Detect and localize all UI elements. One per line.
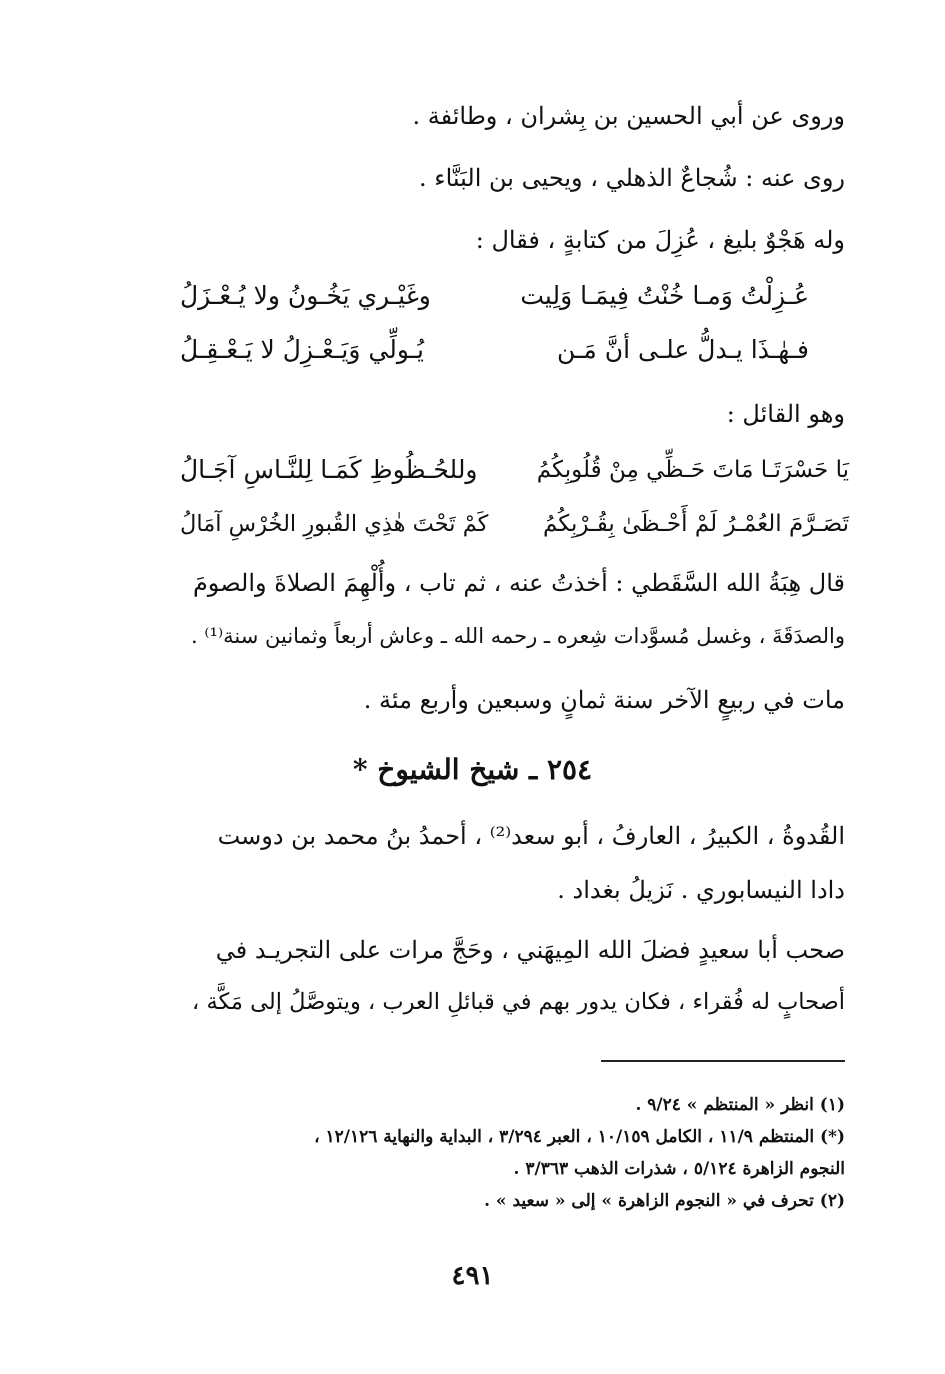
poem-verse: [180, 450, 849, 490]
page-number: ٤٩١: [451, 1261, 494, 1291]
footnote: (١) انظر « المنتظم » ٩/٢٤ .: [635, 1095, 845, 1115]
body-line: قال هِبَةُ الله السَّقَطي : أخذتُ عنه ، ثم تاب ، وأُلْهِمَ الصلاةَ والصومَ: [192, 569, 845, 597]
verse-second-hemistich: وللحُـظُوظِ كَمَـا لِلنَّـاسِ آجَـالُ: [180, 455, 478, 484]
body-line: روى عنه : شُجاعٌ الذهلي ، ويحيى بن البَنَّاء .: [419, 164, 845, 192]
verse-first-hemistich: عُـزِلْتُ وَمـا خُنْتُ فِيمَـا وَلِيت: [520, 281, 809, 310]
footnote: (*) المنتظم ١١/٩ ، الكامل ١٠/١٥٩ ، العبر ٣/٢٩٤ ، البداية والنهاية ١٢/١٢٦ ،: [314, 1127, 845, 1147]
verse-second-hemistich: وغَيْـري يَخُـونُ ولا يُـعْـزَلُ: [180, 281, 431, 310]
footnote: (٢) تحرف في « النجوم الزاهرة » إلى « سعيد » .: [484, 1191, 845, 1211]
verse-second-hemistich: يُـولِّي وَيَـعْـزِلُ لا يَـعْـقِـلُ: [180, 335, 425, 364]
verse-first-hemistich: فـهٰـذَا يـدلُّ علـى أنَّ مَـن: [557, 335, 809, 364]
body-line: مات في ربيعٍ الآخر سنة ثمانٍ وسبعين وأربع مئة .: [363, 686, 845, 714]
body-line: والصدَقَةَ ، وغسل مُسوَّدات شِعره ـ رحمه الله ـ وعاش أربعاً وثمانين سنة⁽¹⁾ .: [191, 624, 845, 648]
verse-second-hemistich: كَمْ تَحْتَ هٰذِي القُبورِ الخُرْسِ آمَالُ: [180, 511, 489, 537]
footnote-separator: [601, 1060, 845, 1062]
poem-verse: [180, 330, 845, 370]
verse-first-hemistich: تَصَـرَّمَ العُمْـرُ لَمْ أَحْـظَىٰ بِقُـرْبِكُمُ: [542, 511, 849, 537]
body-line: وروى عن أبي الحسين بن بِشران ، وطائفة .: [412, 102, 845, 130]
body-line: دادا النيسابوري . نَزيلُ بغداد .: [557, 876, 845, 904]
body-line: القُدوةُ ، الكبيرُ ، العارفُ ، أبو سعد⁽²⁾ ، أحمدُ بنُ محمد بن دوست: [217, 822, 845, 850]
body-line: صحب أبا سعيدٍ فضلَ الله المِيهَني ، وحَجَّ مرات على التجريـد في: [215, 936, 845, 964]
entry-heading: ٢٥٤ ـ شيخ الشيوخ *: [352, 753, 593, 786]
body-line: أصحابٍ له فُقراء ، فكان يدور بهم في قبائلِ العرب ، ويتوصَّلُ إلى مَكَّة ،: [192, 989, 845, 1015]
body-line: وهو القائل :: [726, 400, 845, 428]
poem-verse: [180, 276, 845, 316]
body-line: وله هَجْوٌ بليغ ، عُزِلَ من كتابةٍ ، فقال :: [475, 226, 845, 254]
footnote: النجوم الزاهرة ٥/١٢٤ ، شذرات الذهب ٣/٣٦٣ .: [513, 1159, 845, 1179]
poem-verse: [180, 504, 849, 544]
verse-first-hemistich: يَا حَسْرَتَـا مَاتَ حَـظِّي مِنْ قُلُوبِكُمُ: [536, 457, 849, 483]
